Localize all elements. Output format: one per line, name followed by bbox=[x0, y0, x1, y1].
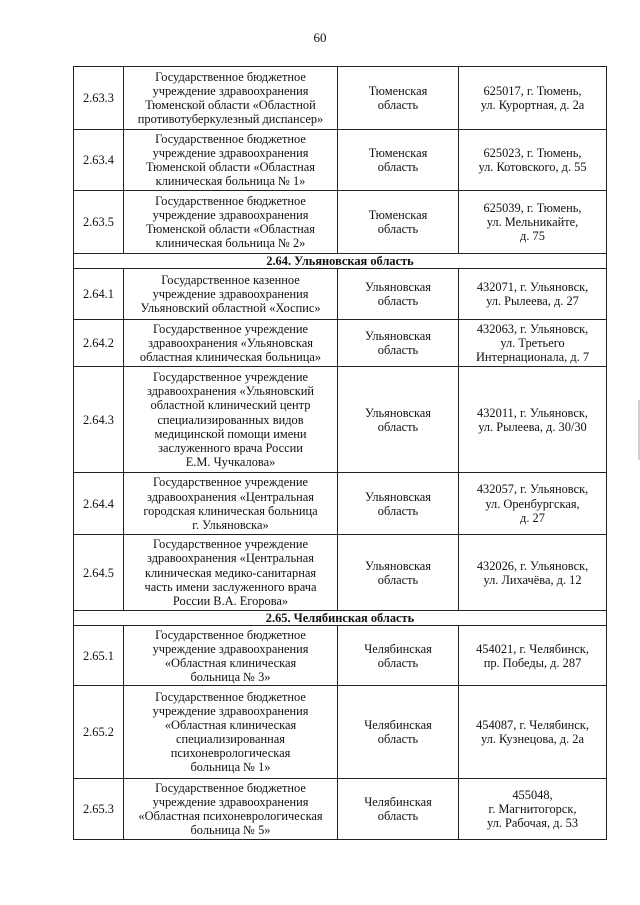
region-line: область bbox=[377, 294, 419, 309]
region-line: область bbox=[377, 572, 419, 587]
institution-name bbox=[124, 535, 338, 611]
region bbox=[338, 779, 459, 840]
table-row bbox=[74, 473, 607, 535]
address-line: 454087, г. Челябинск, bbox=[476, 718, 589, 733]
entry-number bbox=[74, 67, 124, 130]
institution-name-line: Государственное бюджетное bbox=[155, 689, 306, 704]
region bbox=[338, 535, 459, 611]
address-line: 432026, г. Ульяновск, bbox=[476, 558, 589, 573]
table-row bbox=[74, 367, 607, 473]
region bbox=[338, 473, 459, 535]
address-line: ул. Курортная, д. 2а bbox=[480, 98, 585, 112]
institution-name-line: «Областная клиническая bbox=[164, 718, 297, 733]
entry-number-line: 2.63.5 bbox=[83, 214, 114, 229]
region-line: Тюменская bbox=[368, 83, 428, 98]
institution-name bbox=[124, 269, 338, 320]
region-line: область bbox=[377, 222, 419, 236]
institutions-table bbox=[73, 66, 607, 840]
address-line: пр. Победы, д. 287 bbox=[483, 655, 582, 670]
entry-number bbox=[74, 626, 124, 686]
institution-name-line: здравоохранения «Ульяновская bbox=[148, 336, 313, 351]
region-line: Ульяновская bbox=[364, 405, 432, 420]
section-header-row bbox=[74, 254, 607, 269]
institution-name-line: учреждение здравоохранения bbox=[152, 641, 309, 656]
table-row bbox=[74, 191, 607, 254]
institution-name bbox=[124, 67, 338, 130]
entry-number-line: 2.64.4 bbox=[83, 496, 114, 511]
address bbox=[459, 269, 607, 320]
institution-name-line: Государственное учреждение bbox=[153, 537, 308, 552]
entry-number-line: 2.64.1 bbox=[83, 287, 114, 302]
region-line: Ульяновская bbox=[364, 558, 432, 573]
institution-name-line: Государственное бюджетное bbox=[155, 781, 306, 795]
institution-name-line: Государственное бюджетное bbox=[155, 131, 306, 146]
institution-name-line: учреждение здравоохранения bbox=[152, 704, 309, 718]
address-line: ул. Котовского, д. 55 bbox=[478, 160, 587, 174]
address-line: ул. Рылеева, д. 27 bbox=[486, 294, 579, 309]
institution-name-line: областной клинический центр bbox=[150, 398, 311, 413]
region-line: Челябинская bbox=[364, 641, 432, 656]
institution-name-line: клиническая больница № 1» bbox=[155, 174, 306, 189]
entry-number bbox=[74, 367, 124, 473]
region-line: область bbox=[377, 655, 419, 670]
institution-name bbox=[124, 626, 338, 686]
region bbox=[338, 130, 459, 191]
institution-name-line: учреждение здравоохранения bbox=[152, 795, 309, 810]
entry-number-line: 2.64.2 bbox=[83, 336, 114, 351]
institution-name-line: «Областная психоневрологическая bbox=[138, 809, 323, 824]
entry-number bbox=[74, 269, 124, 320]
address bbox=[459, 535, 607, 611]
institution-name-line: Тюменской области «Областная bbox=[146, 222, 315, 236]
table-row bbox=[74, 130, 607, 191]
institution-name-line: Государственное учреждение bbox=[153, 475, 308, 490]
institution-name-line: учреждение здравоохранения bbox=[152, 145, 309, 160]
address-line: д. 75 bbox=[520, 229, 545, 244]
entry-number bbox=[74, 473, 124, 535]
region bbox=[338, 367, 459, 473]
region-line: Тюменская bbox=[368, 207, 428, 222]
institution-name-line: Государственное учреждение bbox=[153, 321, 308, 336]
region-line: Челябинская bbox=[364, 795, 432, 810]
institution-name-line: Государственное бюджетное bbox=[155, 193, 306, 208]
region bbox=[338, 686, 459, 779]
entry-number bbox=[74, 535, 124, 611]
institution-name-line: России В.А. Егорова» bbox=[172, 593, 289, 608]
address-line: 625017, г. Тюмень, bbox=[483, 83, 582, 98]
region-line: Ульяновская bbox=[364, 329, 432, 343]
entry-number bbox=[74, 686, 124, 779]
region-line: Ульяновская bbox=[364, 280, 432, 294]
entry-number bbox=[74, 191, 124, 254]
institution-name bbox=[124, 191, 338, 254]
address bbox=[459, 67, 607, 130]
address-line: ул. Кузнецова, д. 2а bbox=[481, 732, 584, 747]
institution-name-line: клиническая больница № 2» bbox=[155, 236, 306, 251]
address-line: 432063, г. Ульяновск, bbox=[476, 321, 589, 336]
address-line: ул. Рабочая, д. 53 bbox=[486, 816, 579, 831]
institution-name-line: противотуберкулезный диспансер» bbox=[137, 112, 324, 127]
section-title: 2.65. Челябинская область bbox=[74, 611, 607, 626]
institution-name bbox=[124, 779, 338, 840]
region-line: Ульяновская bbox=[364, 489, 432, 504]
institution-name-line: учреждение здравоохранения bbox=[152, 83, 309, 98]
institution-name bbox=[124, 130, 338, 191]
institution-name-line: здравоохранения «Центральная bbox=[147, 489, 314, 504]
institution-name-line: Государственное бюджетное bbox=[155, 627, 306, 642]
institution-name-line: Государственное учреждение bbox=[153, 370, 308, 385]
address bbox=[459, 473, 607, 535]
address-line: 454021, г. Челябинск, bbox=[476, 641, 589, 656]
table-body bbox=[74, 67, 607, 840]
institution-name-line: «Областная клиническая bbox=[164, 655, 297, 670]
institution-name bbox=[124, 320, 338, 367]
institution-name bbox=[124, 686, 338, 779]
region-line: область bbox=[377, 809, 419, 824]
region-line: Тюменская bbox=[368, 145, 428, 160]
address-line: 432057, г. Ульяновск, bbox=[476, 482, 589, 497]
address bbox=[459, 367, 607, 473]
address-line: 455048, bbox=[512, 788, 553, 803]
institution-name-line: г. Ульяновска» bbox=[192, 517, 269, 532]
region bbox=[338, 320, 459, 367]
region bbox=[338, 269, 459, 320]
region-line: область bbox=[377, 343, 419, 358]
institution-name-line: Тюменской области «Областная bbox=[146, 160, 315, 174]
address bbox=[459, 779, 607, 840]
address-line: 432071, г. Ульяновск, bbox=[476, 280, 589, 294]
institution-name-line: Государственное казенное bbox=[161, 272, 300, 287]
address bbox=[459, 626, 607, 686]
address-line: 625023, г. Тюмень, bbox=[483, 145, 582, 160]
institution-name-line: специализированная bbox=[176, 732, 285, 747]
entry-number-line: 2.63.4 bbox=[83, 152, 114, 167]
region bbox=[338, 67, 459, 130]
institution-name-line: медицинской помощи имени bbox=[154, 426, 307, 441]
institution-name-line: учреждение здравоохранения bbox=[152, 207, 309, 222]
address-line: ул. Рылеева, д. 30/30 bbox=[478, 419, 587, 434]
institution-name-line: клиническая медико-санитарная bbox=[144, 565, 317, 580]
page-number: 60 bbox=[313, 30, 327, 45]
institution-name-line: Ульяновский областной «Хоспис» bbox=[140, 301, 321, 316]
institution-name-line: здравоохранения «Ульяновский bbox=[146, 384, 315, 399]
institution-name-line: Е.М. Чучкалова» bbox=[185, 454, 276, 469]
institution-name-line: больница № 5» bbox=[190, 823, 271, 838]
region-line: область bbox=[377, 732, 419, 747]
region-line: область bbox=[377, 160, 419, 174]
table-row bbox=[74, 626, 607, 686]
entry-number bbox=[74, 320, 124, 367]
table-row bbox=[74, 779, 607, 840]
entry-number-line: 2.65.1 bbox=[83, 648, 114, 663]
section-header-row bbox=[74, 611, 607, 626]
address bbox=[459, 686, 607, 779]
region-line: область bbox=[377, 503, 419, 518]
address bbox=[459, 320, 607, 367]
address-line: ул. Оренбургская, bbox=[485, 496, 580, 511]
address-line: ул. Лихачёва, д. 12 bbox=[483, 572, 582, 587]
table-row bbox=[74, 320, 607, 367]
region-line: область bbox=[377, 419, 419, 434]
table-row bbox=[74, 686, 607, 779]
institution-name-line: учреждение здравоохранения bbox=[152, 287, 309, 302]
region bbox=[338, 626, 459, 686]
institution-name bbox=[124, 473, 338, 535]
table-row bbox=[74, 67, 607, 130]
institution-name-line: специализированных видов bbox=[157, 412, 304, 427]
institution-name-line: здравоохранения «Центральная bbox=[147, 551, 314, 566]
institution-name-line: областная клиническая больница» bbox=[139, 350, 322, 365]
table-row bbox=[74, 535, 607, 611]
institution-name-line: Тюменской области «Областной bbox=[145, 98, 316, 112]
address-line: 625039, г. Тюмень, bbox=[483, 200, 582, 215]
institution-name-line: Государственное бюджетное bbox=[155, 69, 306, 84]
entry-number-line: 2.65.3 bbox=[83, 802, 114, 817]
institution-name-line: часть имени заслуженного врача bbox=[144, 579, 317, 594]
region-line: область bbox=[377, 98, 419, 112]
entry-number-line: 2.63.3 bbox=[83, 90, 114, 105]
institution-name bbox=[124, 367, 338, 473]
address-line: 432011, г. Ульяновск, bbox=[477, 405, 588, 420]
entry-number bbox=[74, 779, 124, 840]
entry-number-line: 2.65.2 bbox=[83, 725, 114, 740]
address-line: Интернационала, д. 7 bbox=[475, 350, 590, 365]
region bbox=[338, 191, 459, 254]
address bbox=[459, 130, 607, 191]
institution-name-line: заслуженного врача России bbox=[158, 440, 303, 455]
address-line: ул. Мельникайте, bbox=[486, 214, 579, 229]
institution-name-line: психоневрологическая bbox=[170, 746, 291, 761]
address-line: г. Магнитогорск, bbox=[488, 802, 577, 817]
institution-name-line: городская клиническая больница bbox=[143, 503, 318, 518]
entry-number bbox=[74, 130, 124, 191]
address-line: д. 27 bbox=[520, 510, 545, 525]
institution-name-line: больница № 3» bbox=[190, 669, 271, 684]
section-title: 2.64. Ульяновская область bbox=[74, 254, 607, 269]
address bbox=[459, 191, 607, 254]
entry-number-line: 2.64.3 bbox=[83, 412, 114, 427]
institution-name-line: больница № 1» bbox=[190, 760, 271, 775]
address-line: ул. Третьего bbox=[500, 336, 565, 351]
region-line: Челябинская bbox=[364, 718, 432, 733]
table-row bbox=[74, 269, 607, 320]
entry-number-line: 2.64.5 bbox=[83, 565, 114, 580]
